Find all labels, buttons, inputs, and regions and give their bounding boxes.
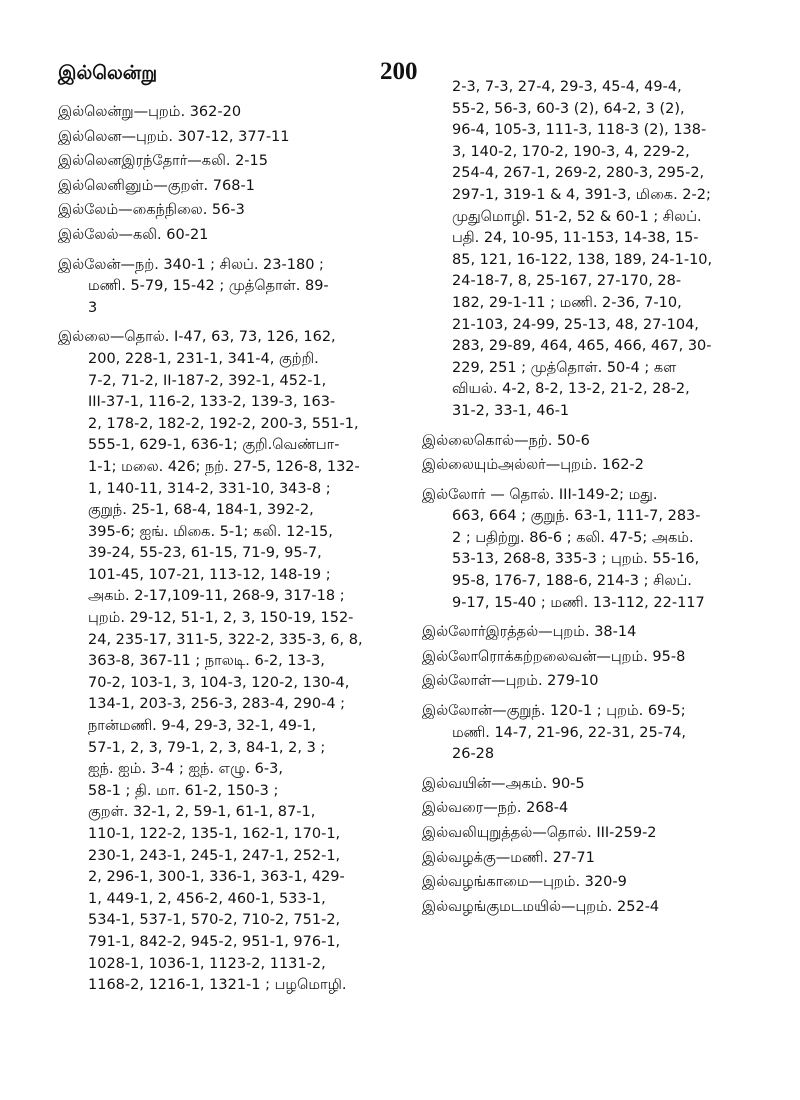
entry-continuation: 55-2, 56-3, 60-3 (2), 64-2, 3 (2), [452,100,685,117]
entry-continuation: 1, 449-1, 2, 456-2, 460-1, 533-1, [88,890,326,907]
entry-headline: இல்லெனஇரந்தோர்—கலி. 2-15 [58,153,268,170]
index-entry [58,200,380,222]
index-entry [422,774,758,796]
index-entry [58,102,380,124]
entry-continuation: 1, 140-11, 314-2, 331-10, 343-8 ; [88,480,331,497]
index-entry [58,176,380,198]
entry-continuation: மணி. 14-7, 21-96, 22-31, 25-74, [452,724,687,741]
entry-headline: இல்லெனினும்—குறள். 768-1 [58,177,255,194]
entry-continuation: 3 [88,299,98,316]
entry-continuation: 663, 664 ; குறுந். 63-1, 111-7, 283- [452,508,701,525]
entry-continuation: 26-28 [452,746,495,763]
index-entry [422,622,758,644]
index-column-left [58,102,380,1000]
entry-continuation: 297-1, 319-1 & 4, 391-3, மிகை. 2-2; [452,186,711,203]
entry-continuation: 53-13, 268-8, 335-3 ; புறம். 55-16, [452,551,700,568]
entry-headline: இல்வழங்குமடமயில்—புறம். 252-4 [422,898,660,915]
entry-headline: இல்லோரொக்கற்றலைவன்—புறம். 95-8 [422,648,686,665]
entry-continuation: 110-1, 122-2, 135-1, 162-1, 170-1, [88,826,341,842]
entry-continuation: 21-103, 24-99, 25-13, 48, 27-104, [452,316,699,333]
entry-continuation: 24, 235-17, 311-5, 322-2, 335-3, 6, 8, [88,631,363,648]
entry-headline: இல்வழக்கு—மணி. 27-71 [422,849,595,866]
entry-headline: இல்லேன்—நற். 340-1 ; சிலப். 23-180 ; [58,256,324,273]
entry-continuation: 2, 178-2, 182-2, 192-2, 200-3, 551-1, [88,415,359,432]
entry-headline: இல்லென்று—புறம். 362-20 [58,104,242,120]
entry-continuation: 229, 251 ; முத்தொள். 50-4 ; கள [452,359,677,376]
entry-continuation: 3, 140-2, 170-2, 190-3, 4, 229-2, [452,143,690,160]
entry-continuation: 182, 29-1-11 ; மணி. 2-36, 7-10, [452,294,682,311]
entry-continuation: 230-1, 243-1, 245-1, 247-1, 252-1, [88,847,341,864]
entry-continuation: 96-4, 105-3, 111-3, 118-3 (2), 138- [452,122,707,139]
entry-continuation: பதி. 24, 10-95, 11-153, 14-38, 15- [452,230,699,247]
index-entry [422,671,758,693]
entry-headline: 2-3, 7-3, 27-4, 29-3, 45-4, 49-4, [452,79,682,95]
entry-continuation: 95-8, 176-7, 188-6, 214-3 ; சிலப். [452,573,692,590]
entry-headline: இல்லோர் — தொல். III-149-2; மது. [422,486,658,503]
entry-headline: இல்லோள்—புறம். 279-10 [422,673,599,690]
entry-continuation: 2, 296-1, 300-1, 336-1, 363-1, 429- [88,869,345,886]
entry-continuation: 254-4, 267-1, 269-2, 280-3, 295-2, [452,165,705,182]
entry-continuation: மணி. 5-79, 15-42 ; முத்தொள். 89- [88,278,329,295]
entry-continuation: வியல். 4-2, 8-2, 13-2, 21-2, 28-2, [452,381,690,398]
entry-continuation: 101-45, 107-21, 113-12, 148-19 ; [88,566,331,583]
entry-continuation: ஐந். ஐம். 3-4 ; ஐந். எழு. 6-3, [88,761,283,778]
entry-continuation: 57-1, 2, 3, 79-1, 2, 3, 84-1, 2, 3 ; [88,739,326,756]
entry-continuation: 58-1 ; தி. மா. 61-2, 150-3 ; [88,782,279,799]
entry-continuation: 9-17, 15-40 ; மணி. 13-112, 22-117 [452,594,705,611]
entry-continuation: 1-1; மலை. 426; நற். 27-5, 126-8, 132- [88,458,360,475]
entry-headline: இல்லைகொல்—நற். 50-6 [422,432,590,449]
index-entry [58,255,380,320]
entry-continuation: 2 ; பதிற்று. 86-6 ; கலி. 47-5; அகம். [452,529,694,546]
entry-continuation: 363-8, 367-11 ; நாலடி. 6-2, 13-3, [88,653,325,670]
index-entry [422,798,758,820]
entry-continuation: 31-2, 33-1, 46-1 [452,402,570,419]
entry-headline: இல்வழங்காமை—புறம். 320-9 [422,874,627,891]
index-entry [422,485,758,615]
entry-continuation: III-37-1, 116-2, 133-2, 139-3, 163- [88,394,336,411]
entry-headline: இல்லோன்—குறுந். 120-1 ; புறம். 69-5; [422,703,686,720]
entry-headline: இல்லை—தொல். I-47, 63, 73, 126, 162, [58,329,336,346]
index-entry [58,151,380,173]
entry-continuation: புறம். 29-12, 51-1, 2, 3, 150-19, 152- [88,610,354,627]
index-entry [422,431,758,453]
entry-continuation: 85, 121, 16-122, 138, 189, 24-1-10, [452,251,713,268]
index-entry [58,327,380,996]
index-column-right [422,77,758,921]
index-entry [422,455,758,477]
entry-continuation: 395-6; ஐங். மிகை. 5-1; கலி. 12-15, [88,523,333,540]
index-entry [422,701,758,766]
entry-continuation: 70-2, 103-1, 3, 104-3, 120-2, 130-4, [88,674,350,691]
entry-continuation: குறுந். 25-1, 68-4, 184-1, 392-2, [88,502,314,519]
entry-headline: இல்லேல்—கலி. 60-21 [58,226,209,243]
entry-headline: இல்லேம்—கைந்நிலை. 56-3 [58,202,245,219]
index-entry [422,897,758,919]
index-entry [58,127,380,149]
entry-continuation: 200, 228-1, 231-1, 341-4, குற்றி. [88,350,319,367]
index-entry [422,77,758,423]
index-entry [422,848,758,870]
running-head: இல்லென்று [58,62,158,84]
entry-continuation: 39-24, 55-23, 61-15, 71-9, 95-7, [88,545,322,562]
entry-continuation: 1168-2, 1216-1, 1321-1 ; பழமொழி. [88,977,347,994]
entry-continuation: முதுமொழி. 51-2, 52 & 60-1 ; சிலப். [452,208,702,225]
page-number: 200 [380,58,418,85]
index-entry [422,647,758,669]
entry-continuation: குறள். 32-1, 2, 59-1, 61-1, 87-1, [88,804,316,821]
entry-continuation: 134-1, 203-3, 256-3, 283-4, 290-4 ; [88,696,346,713]
entry-continuation: நான்மணி. 9-4, 29-3, 32-1, 49-1, [88,718,317,735]
index-entry [422,823,758,845]
entry-continuation: 534-1, 537-1, 570-2, 710-2, 751-2, [88,912,341,929]
index-entry [422,872,758,894]
entry-headline: இல்லோர்இரத்தல்—புறம். 38-14 [422,624,637,641]
index-entry [58,225,380,247]
entry-headline: இல்வயின்—அகம். 90-5 [422,775,585,792]
entry-headline: இல்லென—புறம். 307-12, 377-11 [58,128,290,145]
entry-continuation: 7-2, 71-2, II-187-2, 392-1, 452-1, [88,372,327,389]
entry-continuation: 24-18-7, 8, 25-167, 27-170, 28- [452,273,682,290]
entry-continuation: 283, 29-89, 464, 465, 466, 467, 30- [452,338,712,355]
entry-headline: இல்வலியுறுத்தல்—தொல். III-259-2 [422,825,657,841]
entry-continuation: 791-1, 842-2, 945-2, 951-1, 976-1, [88,933,341,950]
entry-headline: இல்லையும்அல்லர்—புறம். 162-2 [422,457,644,474]
entry-continuation: 555-1, 629-1, 636-1; குறி.வெண்பா- [88,437,340,454]
entry-headline: இல்வரை—நற். 268-4 [422,800,569,817]
entry-continuation: அகம். 2-17,109-11, 268-9, 317-18 ; [88,588,345,605]
entry-continuation: 1028-1, 1036-1, 1123-2, 1131-2, [88,955,326,972]
